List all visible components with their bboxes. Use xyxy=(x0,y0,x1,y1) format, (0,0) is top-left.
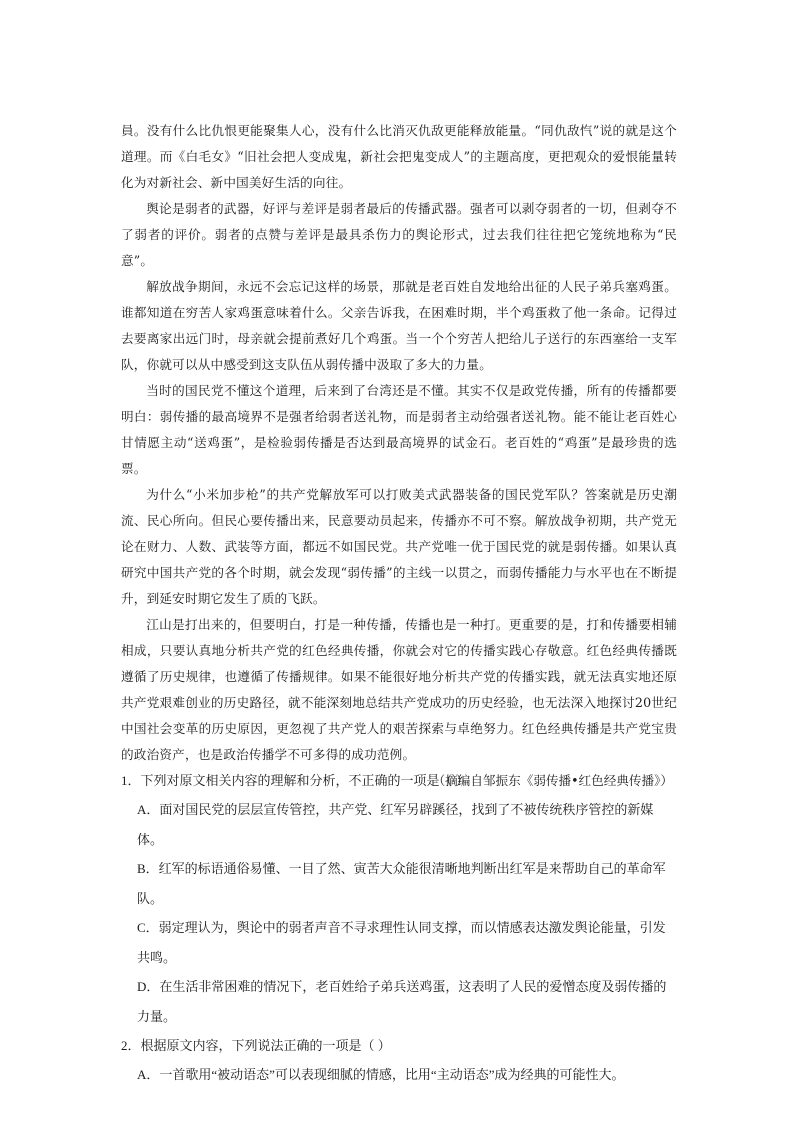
question-stem: 2．根据原文内容，下列说法正确的一项是（ ） xyxy=(121,1038,391,1053)
article-body xyxy=(121,118,677,794)
question-option: D．在生活非常困难的情况下，老百姓给子弟兵送鸡蛋，这表明了人民的爱憎态度及弱传播的力量。 xyxy=(137,979,667,1024)
question-option: C．弱定理认为，舆论中的弱者声音不寻求理性认同支撑，而以情感表达激发舆论能量，引发共鸣。 xyxy=(137,920,666,965)
question-option: B．红军的标语通俗易懂、一目了然、寅苦大众能很清晰地判断出红军是来帮助自己的革命军队。 xyxy=(137,861,666,906)
article-paragraph-1: 員。没有什么比仇恨更能聚集人心，没有什么比消灭仇敌更能释放能量。“同仇敌忾”说的就是这个道理。而《白毛女》“旧社会把人变成鬼，新社会把鬼变成人”的主题高度，更把观众的爱恨能量转化为对新社会、新中国美好生活的向往。 xyxy=(121,123,677,190)
article-paragraph-2: 舆论是弱者的武器，好评与差评是弱者最后的传播武器。强者可以剥夺弱者的一切，但剥夺不了弱者的评价。弱者的点赞与差评是最具杀伤力的舆论形式，过去我们往往把它笼统地称为“民意”。 xyxy=(121,201,677,268)
article-source: （摘编自邹振东《弱传播•红色经典传播》） xyxy=(432,773,673,788)
question-option: A．一首歌用“被动语态”可以表现细腻的情感，比用“主动语态”成为经典的可能性大。 xyxy=(137,1067,625,1082)
question-1 xyxy=(121,766,677,1031)
article-paragraph-3: 解放战争期间，永远不会忘记这样的场景，那就是老百姓自发地给出征的人民子弟兵塞鸡蛋。谁都知道在穷苦人家鸡蛋意味着什么。父亲告诉我，在困难时期，半个鸡蛋救了他一条命。记得过去要离家出远门时，母亲就会提前煮好几个鸡蛋。当一个个穷苦人把给儿子送行的东西塞给一支军队，你就可以从中感受到这支队伍从弱传播中汲取了多大的力量。 xyxy=(121,279,677,372)
questions-section xyxy=(121,766,677,1090)
article-paragraph-6: 江山是打出来的，但要明白，打是一种传播，传播也是一种打。更重要的是，打和传播要相辅相成，只要认真地分析共产党的红色经典传播，你就会对它的传播实践心存敬意。红色经典传播既遵循了历史规律，也遵循了传播规律。如果不能很好地分析共产党的传播实践，就无法真实地还原共产党艰难创业的历史路径，就不能深刻地总结共产党成功的历史经验，也无法深入地探讨20世纪中国社会变革的历史原因，更忽视了共产党人的艰苦探索与卓绝努力。红色经典传播是共产党宝贵的政治资产，也是政治传播学不可多得的成功范例。 xyxy=(121,617,677,762)
question-2 xyxy=(121,1031,677,1090)
question-stem: 1．下列对原文相关内容的理解和分析，不正确的一项是（ ） xyxy=(121,773,469,788)
article-paragraph-4: 当时的国民党不懂这个道理，后来到了台湾还是不懂。其实不仅是政党传播，所有的传播都要明白：弱传播的最高境界不是强者给弱者送礼物，而是弱者主动给强者送礼物。能不能让老百姓心甘情愿主动“送鸡蛋”，是检验弱传播是否达到最高境界的试金石。老百姓的“鸡蛋”是最珍贵的选票。 xyxy=(121,383,677,476)
article-paragraph-5: 为什么“小米加步枪”的共产党解放军可以打败美式武器装备的国民党军队？答案就是历史潮流、民心所向。但民心要传播出来，民意要动员起来，传播亦不可不察。解放战争初期，共产党无论在财力、人数、武装等方面，都远不如国民党。共产党唯一优于国民党的就是弱传播。如果认真研究中国共产党的各个时期，就会发现“弱传播”的主线一以贯之，而弱传播能力与水平也在不断提升，到延安时期它发生了质的飞跃。 xyxy=(121,487,677,606)
question-option: A．面对国民党的层层宣传管控，共产党、红军另辟蹊径，找到了不被传统秩序管控的新媒体。 xyxy=(137,802,654,847)
